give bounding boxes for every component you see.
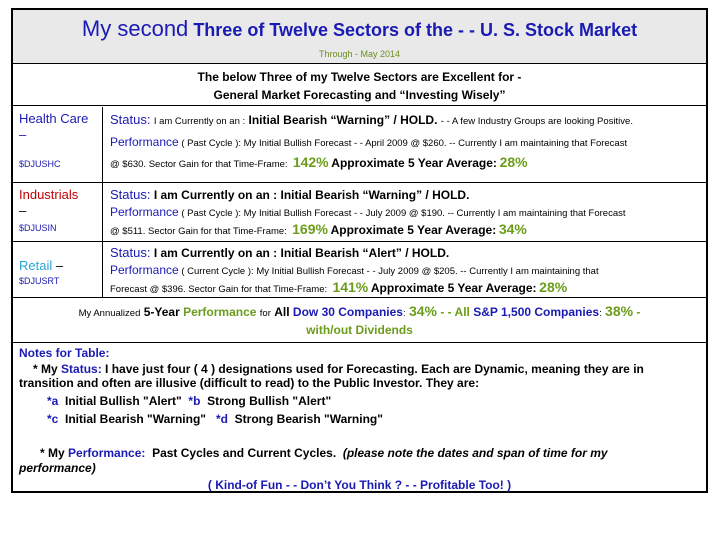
status-line: Status: I am Currently on an : Initial Bearish “Warning” / HOLD.	[110, 187, 470, 202]
sector-row-industrials	[13, 183, 706, 242]
intro-text	[13, 64, 706, 106]
sector-name: Retail –	[19, 258, 64, 273]
notes-header: Notes for Table:	[19, 346, 110, 360]
sector-ticker: $DJUSIN	[19, 223, 57, 233]
sector-detail-cell	[110, 107, 700, 182]
gain-line: Forecast @ $396. Sector Gain for that Time-Frame: 141% Approximate 5 Year Average: 28%	[110, 279, 568, 295]
designation-row-1: *a Initial Bullish "Alert" *b Strong Bullish "Alert"	[47, 394, 332, 408]
sector-ticker: $DJUSHC	[19, 159, 61, 169]
sector-gain: 141%	[332, 279, 369, 295]
gain-line: @ $511. Sector Gain for that Time-Frame: 169% Approximate 5 Year Average: 34%	[110, 221, 527, 237]
sector-detail-cell	[110, 183, 700, 241]
performance-line: Performance ( Past Cycle ): My Initial Bullish Forecast - - July 2009 @ $190. -- Currently I am maintaining that Forecast	[110, 205, 626, 219]
sector-name: Health Care –	[19, 111, 89, 142]
performance-line: Performance ( Past Cycle ): My Initial Bullish Forecast - - April 2009 @ $260. -- Currently I am maintaining that Forecast	[110, 135, 628, 149]
sector-label-cell	[13, 183, 103, 241]
sector-ticker: $DJUSRT	[19, 276, 60, 286]
title-main: Three of Twelve Sectors of the - - U. S. Stock Market	[193, 20, 638, 40]
gain-line: @ $630. Sector Gain for that Time-Frame: 142% Approximate 5 Year Average: 28%	[110, 154, 528, 170]
performance-note-line-1: * My Performance: Past Cycles and Current Cycles. (please note the dates and span of time for my	[40, 446, 608, 460]
five-year-average: 34%	[498, 221, 527, 237]
sector-gain: 169%	[292, 221, 328, 237]
status-line: Status: I am Currently on an : Initial Bearish “Alert” / HOLD.	[110, 245, 450, 260]
sector-label-cell	[13, 107, 103, 182]
sp-value: 38%	[605, 303, 634, 319]
title-lead: My second	[81, 16, 189, 41]
sector-name: Industrials –	[19, 187, 79, 218]
five-year-average: 28%	[499, 154, 528, 170]
title-banner	[13, 10, 706, 64]
sector-row-retail	[13, 242, 706, 298]
status-note-line-1: * My Status: I have just four ( 4 ) designations used for Forecasting. Each are Dynamic, meaning they are in	[33, 362, 644, 376]
performance-line: Performance ( Current Cycle ): My Initial Bullish Forecast - - July 2009 @ $205. -- Currently I am maintaining that	[110, 263, 599, 277]
performance-note-line-2: performance)	[19, 461, 96, 475]
sector-table	[11, 8, 708, 493]
sector-detail-cell	[110, 242, 700, 297]
designation-row-2: *c Initial Bearish "Warning" *d Strong Bearish "Warning"	[47, 412, 383, 426]
through-date: Through - May 2014	[318, 49, 401, 59]
five-year-average: 28%	[539, 279, 568, 295]
sector-gain: 142%	[292, 154, 329, 170]
annualized-line: My Annualized 5-Year Performance for All Dow 30 Companies: 34% - - All S&P 1,500 Companies: 38% -	[78, 303, 641, 319]
sector-row-health-care	[13, 107, 706, 183]
page-title	[13, 16, 706, 42]
sector-label-cell	[13, 242, 103, 297]
status-line: Status: I am Currently on an : Initial Bearish “Warning” / HOLD. - - A few Industry Groups are looking Positive.	[110, 112, 633, 127]
fun-note: ( Kind-of Fun - - Don’t You Think ? - - Profitable Too! )	[207, 478, 512, 492]
annualized-performance	[13, 298, 706, 343]
dow-value: 34%	[408, 303, 437, 319]
intro-line-2: General Market Forecasting and “Investing Wisely”	[213, 88, 506, 102]
notes-section	[13, 343, 706, 491]
annualized-tail: with/out Dividends	[306, 323, 413, 337]
status-note-line-2: transition and often are illusive (difficult to read) to the Public Investor. They are:	[19, 376, 480, 390]
intro-line-1: The below Three of my Twelve Sectors are Excellent for -	[197, 70, 522, 84]
